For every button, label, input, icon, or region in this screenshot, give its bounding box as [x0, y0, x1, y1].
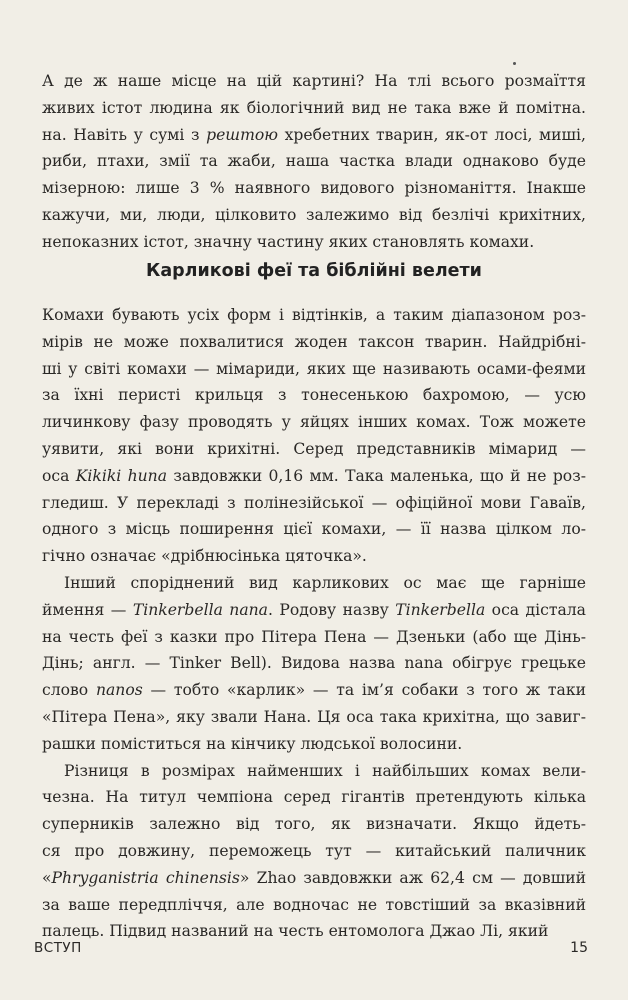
italic-term: Tinkerbella nana [132, 600, 268, 619]
text-run: оса дістала [485, 600, 586, 619]
section-body [42, 302, 586, 945]
text-line [42, 516, 586, 543]
text-run: ймення — [42, 600, 133, 619]
text-run: Дінь; англ. — Tinker Bell). Видова назва nana обігрує грецьке [42, 654, 586, 673]
intro-paragraph [42, 68, 586, 256]
text-run: живих істот людина як біологічний вид не така вже й помітна. [42, 98, 586, 117]
text-line [42, 624, 586, 651]
paragraph [42, 570, 586, 758]
text-run: на. Навіть у сумі з [42, 125, 207, 144]
text-line [42, 175, 586, 202]
text-line [42, 784, 586, 811]
text-line [42, 148, 586, 175]
text-run: » Zhao завдовжки аж 62,4 см — довший [239, 868, 586, 887]
text-run: гічно означає «дрібнюсінька цяточка». [42, 547, 367, 566]
text-run: рашки поміститься на кінчику людської волосини. [42, 734, 463, 753]
text-line [42, 731, 586, 758]
text-run: « [42, 868, 52, 887]
text-line [42, 329, 586, 356]
text-line [42, 918, 586, 945]
section-heading: Карликові феї та біблійні велети [146, 261, 482, 281]
text-run: за їхні перисті крильця з тонесенькою бахромою, — усю [42, 386, 586, 405]
text-run: Інший споріднений вид карликових ос має ще гарніше [64, 573, 586, 592]
italic-term: nanos [95, 681, 143, 700]
paragraph [42, 758, 586, 946]
print-speck [513, 62, 516, 65]
italic-term: рештою [206, 125, 278, 144]
text-line [42, 543, 586, 570]
text-run: мірів не може похвалитися жоден таксон тварин. Найдрібні- [42, 332, 586, 351]
text-run: хребетних тварин, як-от лосі, миші, [277, 125, 586, 144]
text-line [42, 865, 586, 892]
text-run: завдовжки 0,16 мм. Така маленька, що й не роз- [167, 466, 586, 485]
text-run: оса [42, 466, 76, 485]
text-run: ші у світі комахи — мімариди, яких ще називають осами-феями [42, 359, 586, 378]
italic-term: Tinkerbella [395, 600, 486, 619]
text-line [42, 677, 586, 704]
paragraph [42, 302, 586, 570]
text-line [42, 704, 586, 731]
text-run: за ваше передпліччя, але водночас не товстіший за вказівний [42, 895, 586, 914]
text-line [42, 463, 586, 490]
text-run: кажучи, ми, люди, цілковито залежимо від безлічі крихітних, [42, 205, 586, 224]
italic-term: Kikiki huna [75, 466, 168, 485]
text-line [42, 436, 586, 463]
text-run: ся про довжину, переможець тут — китайський паличник [42, 841, 586, 860]
text-run: гледиш. У перекладі з полінезійської — офіційної мови Гаваїв, [42, 493, 586, 512]
text-line [42, 95, 586, 122]
text-run: на честь феї з казки про Пітера Пена — Дзеньки (або ще Дінь- [42, 627, 586, 646]
text-run: «Пітера Пена», яку звали Нана. Ця оса така крихітна, що завиг- [42, 707, 586, 726]
running-footer-section: ВСТУП [34, 940, 82, 956]
text-line [42, 811, 586, 838]
text-line [42, 229, 586, 256]
text-run: одного з місць поширення цієї комахи, — її назва цілком ло- [42, 520, 586, 539]
text-run: непоказних істот, значну частину яких становлять комахи. [42, 232, 535, 251]
text-run: риби, птахи, змії та жаби, наша частка влади однаково буде [42, 152, 586, 171]
text-line [42, 650, 586, 677]
text-run: палець. Підвид названий на честь ентомолога Джао Лі, який [42, 922, 549, 941]
text-line [42, 490, 586, 517]
text-run: чезна. На титул чемпіона серед гігантів претендують кілька [42, 788, 586, 807]
text-line [42, 597, 586, 624]
text-run: суперників залежно від того, як визначати. Якщо йдеть- [42, 815, 586, 834]
text-run: слово [42, 681, 96, 700]
text-line [42, 302, 586, 329]
text-line [42, 68, 586, 95]
text-run: Комахи бувають усіх форм і відтінків, а таким діапазоном роз- [42, 306, 586, 324]
text-run: А де ж наше місце на цій картині? На тлі всього розмаїття [42, 72, 586, 90]
text-run: Різниця в розмірах найменших і найбільших комах вели- [64, 761, 586, 780]
text-line [42, 892, 586, 919]
text-line [42, 758, 586, 785]
text-line [42, 409, 586, 436]
text-line [42, 382, 586, 409]
text-line [42, 356, 586, 383]
text-run: личинкову фазу проводять у яйцях інших комах. Тож можете [42, 413, 586, 432]
text-run: . Родову назву [267, 600, 396, 619]
text-run: — тобто «карлик» — та ім’я собаки з того ж таки [142, 681, 586, 700]
page-number: 15 [570, 940, 588, 956]
text-line [42, 122, 586, 149]
text-run: уявити, які вони крихітні. Серед представників мімарид — [42, 439, 586, 458]
text-run: мізерною: лише 3 % наявного видового різноманіття. Інакше [42, 179, 586, 198]
text-line [42, 838, 586, 865]
paragraph [42, 68, 586, 256]
italic-term: Phryganistria chinensis [51, 868, 240, 887]
text-line [42, 202, 586, 229]
text-line [42, 570, 586, 597]
